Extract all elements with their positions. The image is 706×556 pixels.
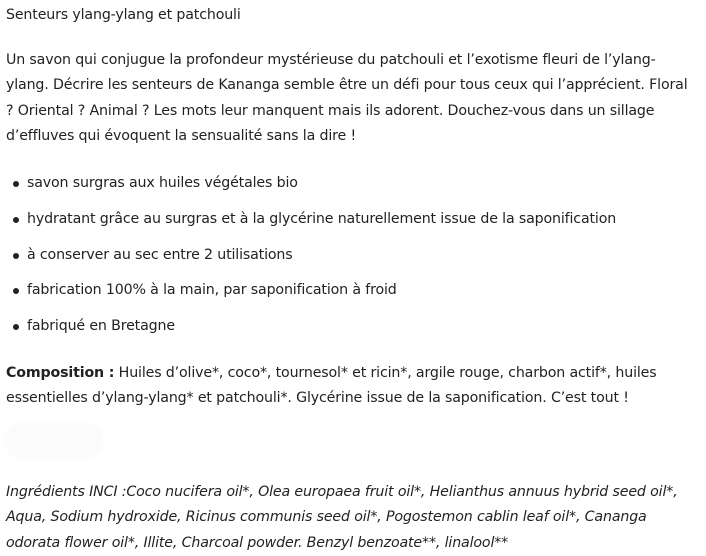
faded-button[interactable]: [6, 424, 102, 458]
bullet-icon: [13, 324, 19, 330]
feature-item: [6, 243, 696, 279]
feature-item: [6, 314, 696, 350]
feature-text: à conserver au sec entre 2 utilisations: [27, 246, 293, 263]
product-description: Un savon qui conjugue la profondeur mystérieuse du patchouli et l’exotisme fleuri de l’ylang-ylang. Décrire les senteurs de Kananga semble être un défi pour tous ceux qui l’apprécient. Floral ? Oriental ? Animal ? Les mots leur manquent mais ils adorent. Douchez-vous dans un sillage d’effluves qui évoquent la sensualité sans la dire !: [6, 52, 688, 144]
composition-label: Composition :: [6, 365, 115, 381]
feature-item: [6, 207, 696, 243]
feature-list: [6, 171, 696, 350]
bullet-icon: [13, 253, 19, 259]
product-title: Senteurs ylang-ylang et patchouli: [6, 7, 241, 23]
composition-text: Huiles d’olive*, coco*, tournesol* et ricin*, argile rouge, charbon actif*, huiles essentielles d’ylang-ylang* et patchouli*. Glycérine issue de la saponification. C’est tout !: [6, 365, 657, 407]
bullet-icon: [13, 288, 19, 294]
feature-item: [6, 171, 696, 207]
bullet-icon: [13, 217, 19, 223]
feature-text: hydratant grâce au surgras et à la glycérine naturellement issue de la saponification: [27, 210, 617, 227]
feature-text: savon surgras aux huiles végétales bio: [27, 175, 298, 191]
feature-text: fabrication 100% à la main, par saponification à froid: [27, 282, 397, 299]
bullet-icon: [13, 181, 19, 187]
composition-paragraph: [6, 361, 696, 412]
feature-item: [6, 278, 696, 314]
feature-text: fabriqué en Bretagne: [27, 318, 175, 335]
inci-ingredients: Ingrédients INCI :Coco nucifera oil*, Olea europaea fruit oil*, Helianthus annuus hybrid seed oil*, Aqua, Sodium hydroxide, Ricinus communis seed oil*, Pogostemon cablin leaf oil*, Cananga odorata flower oil*, Illite, Charcoal powder. Benzyl benzoate**, linalool**: [6, 484, 678, 551]
